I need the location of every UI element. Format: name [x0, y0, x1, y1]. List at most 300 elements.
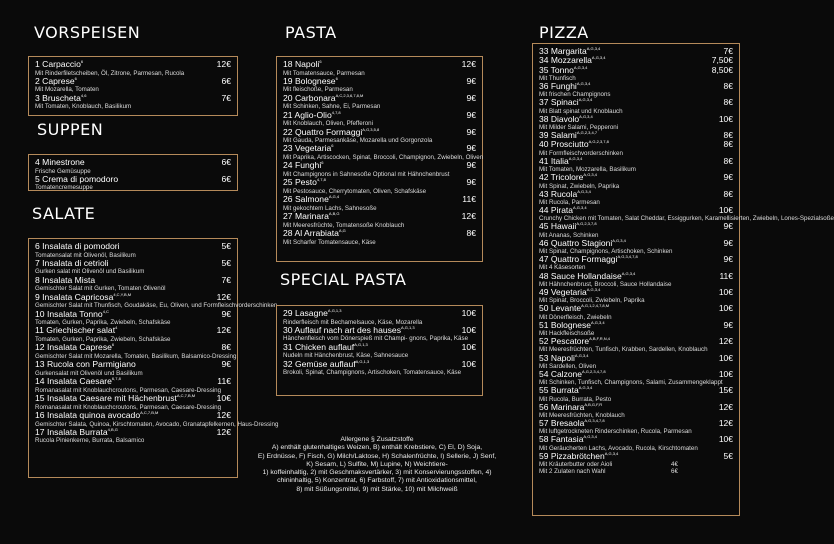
- item-name-text: 16 Insalata quinoa avocado: [35, 409, 141, 420]
- menu-item-name: [35, 158, 85, 168]
- menu-item-name: [283, 326, 415, 336]
- item-name-text: 50 Levante: [539, 303, 582, 314]
- menu-item-name: [35, 175, 118, 185]
- menu-item-description: Brokoli, Spinat, Champignons, Artischoken, Tomatensauce, Käse: [283, 369, 462, 377]
- item-name-text: 40 Prosciutto: [539, 139, 589, 150]
- menu-item-row: [539, 255, 733, 264]
- item-name-text: 52 Pescatore: [539, 336, 590, 347]
- menu-item-name: [283, 60, 322, 70]
- menu-item: [35, 175, 231, 192]
- menu-item-row: [35, 326, 231, 336]
- menu-item: [539, 304, 733, 320]
- item-name-text: 9 Insalata Capricosa: [35, 291, 114, 302]
- item-name-text: 20 Carbonara: [283, 92, 336, 103]
- menu-item-description: Mit Schinken, Tunfisch, Champignons, Salami, Zusammengeklappt: [539, 379, 723, 387]
- menu-item-name: [539, 140, 609, 149]
- item-name-text: 15 Insalata Caesare mit Hächenbrust: [35, 393, 177, 404]
- item-name-text: 1 Carpaccio: [35, 59, 81, 69]
- menu-item-description: Mit Thunfisch: [539, 74, 576, 82]
- menu-item-price: 9€: [723, 237, 733, 248]
- menu-item-description: Mit Champignons in Sahnesoße Optional mit Hähnchenbrust: [283, 170, 450, 178]
- heading-pasta: PASTA: [285, 23, 337, 42]
- menu-item-price: 9€: [723, 172, 733, 183]
- menu-item: [539, 190, 733, 206]
- menu-item-price: 8€: [221, 342, 231, 353]
- menu-item-description: Tomaten, Gurken, Paprika, Zwiebeln, Schafskäse: [35, 319, 171, 327]
- menu-item-name: [539, 98, 592, 107]
- menu-item-price: 12€: [461, 59, 476, 69]
- menu-item-row: [539, 115, 733, 124]
- menu-item-description: Tomatencremesuppe: [35, 184, 93, 192]
- item-name-text: 13 Rucola con Parmigiano: [35, 359, 136, 370]
- menu-item-row: [35, 343, 231, 353]
- menu-item-row: [35, 293, 231, 303]
- menu-item: [35, 428, 231, 445]
- item-name-text: 38 Diavolo: [539, 113, 580, 124]
- allergen-codes: 4,C,Y,B,M: [113, 291, 132, 297]
- menu-item: [283, 212, 476, 229]
- allergen-codes: A,G,1,3: [327, 308, 342, 313]
- allergene-line: chininhaltig, 5) Konzentrat, 6) Farbstoff, 7) mit Antioxidationsmittel,: [277, 477, 477, 485]
- menu-item-row: [283, 60, 476, 70]
- menu-item: [539, 370, 733, 386]
- item-name-text: 21 Aglio-Olio: [283, 109, 332, 120]
- allergen-codes: A,G: [338, 227, 346, 233]
- menu-item-description: Mit Formfleischvorderschinken: [539, 149, 623, 157]
- menu-item: [283, 60, 476, 77]
- allergen-codes: A,G,3,4: [621, 270, 636, 276]
- heading-pizza: PIZZA: [539, 23, 589, 42]
- menu-item-description: Mit Meeresfrüchten, Tunfisch, Krabben, Sardellen, Knoblauch: [539, 346, 708, 354]
- menu-item-description: Mit Paprika, Artiscocken, Spinat, Broccoli, Champignon, Zwiebeln, Oliven: [283, 154, 484, 162]
- menu-item: [35, 409, 279, 428]
- menu-item-row: [539, 435, 733, 444]
- allergen-codes: A,G,3,4: [578, 385, 593, 391]
- menu-item-description: Mit luftgetrockneten Rinderschinken, Rucola, Parmesan: [539, 428, 692, 436]
- allergen-codes: 6: [80, 59, 84, 64]
- menu-item-description: Mit frischen Champignons: [539, 91, 611, 99]
- menu-item-name: [539, 190, 591, 199]
- item-name-text: 48 Sauce Hollandaise: [539, 270, 622, 281]
- menu-item-description: Mit Hackfleischsoße: [539, 330, 595, 338]
- allergen-codes: A,G,4: [328, 194, 340, 200]
- menu-item: [35, 94, 231, 111]
- menu-item: [539, 157, 733, 173]
- item-name-text: 4 Minestrone: [35, 157, 85, 167]
- menu-item-description: Gurken salat mit Olivenöl und Basilikum: [35, 268, 145, 276]
- menu-item-row: [35, 310, 231, 320]
- pizza-extra-name: Mit Kräuterbutter oder Aioli: [539, 461, 613, 469]
- item-name-text: 58 Fantasia: [539, 434, 584, 445]
- menu-item: [35, 242, 231, 259]
- menu-item-row: [539, 190, 733, 199]
- menu-item-price: 11€: [217, 376, 231, 387]
- menu-item-row: [35, 77, 231, 87]
- allergen-codes: A,B,G: [328, 211, 340, 217]
- menu-item-price: 8€: [723, 155, 733, 166]
- menu-item-row: [539, 206, 733, 215]
- menu-item-description: Mit Spinat, Zwiebeln, Paprika: [539, 182, 620, 190]
- menu-item-name: [283, 161, 323, 171]
- menu-item-description: Mit Schinken, Sahne, Ei, Parmesan: [283, 103, 381, 111]
- menu-item-description: Mit Meeresfrüchten, Knoblauch: [539, 412, 625, 419]
- menu-item-name: [35, 77, 77, 87]
- allergen-codes: A,G,2,3,7,8: [588, 139, 609, 145]
- allergene-block: [250, 436, 504, 494]
- menu-item-name: [35, 411, 158, 421]
- allergene-line: K) Sesam, L) Sulfite, M) Lupine, N) Weichtiere-: [306, 460, 448, 468]
- menu-item-description: Rinderfleisch mit Bechamelsauce, Käse, Mozarella: [283, 318, 423, 326]
- allergen-codes: A,G,3,4: [604, 450, 619, 456]
- allergen-codes: A,G,1,2,4,7,8,M: [581, 303, 610, 309]
- menu-item: [35, 360, 231, 377]
- item-name-text: 26 Salmone: [283, 194, 329, 205]
- menu-item-name: [539, 337, 610, 346]
- allergen-codes: 6: [321, 160, 324, 166]
- menu-item: [35, 158, 231, 175]
- pizza-section: [532, 43, 834, 516]
- menu-item: [539, 386, 733, 402]
- menu-item-name: [35, 60, 83, 70]
- menu-item-row: [539, 173, 733, 182]
- menu-item: [539, 82, 733, 98]
- menu-item-row: [35, 158, 231, 168]
- menu-item-name: [283, 343, 368, 353]
- menu-item-price: 8€: [723, 97, 733, 108]
- menu-item-description: Mit Dönerfleisch, Zwiebeln: [539, 313, 612, 321]
- menu-item-row: [539, 239, 733, 248]
- menu-item: [35, 276, 231, 293]
- menu-item-name: [283, 229, 346, 239]
- item-name-text: 45 Hawaii: [539, 221, 577, 232]
- menu-item-row: [539, 304, 733, 313]
- pizza-extra-price: 4€: [671, 461, 678, 469]
- menu-item: [539, 321, 733, 337]
- item-name-text: 27 Marinara: [283, 211, 329, 222]
- allergen-codes: A,G,1,3: [401, 324, 415, 330]
- item-name-text: 54 Calzone: [539, 368, 583, 379]
- menu-item: [35, 259, 231, 276]
- item-name-text: 10 Insalata Tonno: [35, 308, 103, 319]
- menu-item-price: 9€: [466, 109, 476, 120]
- menu-item-price: 10€: [461, 341, 476, 352]
- allergen-codes: A,G,1,3: [354, 341, 368, 347]
- menu-item-price: 9€: [221, 359, 231, 370]
- allergen-codes: A,G,3,5,8: [362, 126, 380, 132]
- menu-item-price: 12€: [718, 336, 733, 347]
- allergen-codes: 4,7,8: [316, 177, 326, 183]
- item-name-text: 19 Bolognese: [283, 75, 336, 86]
- menu-item-description: Mit Rucola, Parmesan: [539, 198, 600, 206]
- item-name-text: 47 Quattro Formaggi: [539, 254, 618, 265]
- menu-item-name: [35, 377, 121, 387]
- menu-item-price: 12€: [216, 291, 231, 302]
- allergen-codes: A,G,3,4,7,8: [584, 418, 605, 424]
- menu-item-price: 10€: [461, 324, 476, 335]
- menu-item-description: Romanasalat mit Knoblauchcroutons, Parmesan, Caesare-Dressing: [35, 386, 222, 394]
- menu-item: [539, 140, 733, 156]
- menu-item-price: 9€: [466, 143, 476, 154]
- item-name-text: 23 Vegetaria: [283, 143, 332, 154]
- menu-item-price: 5€: [221, 257, 231, 268]
- menu-item-description: Mit Tomatensauce, Parmesan: [283, 69, 365, 77]
- menu-item-price: 10€: [718, 434, 733, 445]
- menu-item-description: Mit Pestosauce, Cherrytomaten, Oliven, Schafskäse: [283, 187, 427, 195]
- menu-item: [539, 435, 733, 451]
- menu-item-name: [539, 452, 618, 461]
- menu-item-row: [35, 360, 231, 370]
- menu-item-price: 12€: [216, 59, 231, 69]
- allergen-codes: A,G,3,4: [574, 352, 589, 358]
- menu-item: [35, 326, 231, 343]
- menu-item-row: [283, 111, 476, 121]
- item-name-text: 33 Margarita: [539, 46, 587, 56]
- allergene-title: Allergene § Zusatzstoffe: [340, 436, 414, 443]
- menu-item-description: Mit fleischoße, Parmesan: [283, 86, 353, 94]
- item-name-text: 42 Tricolore: [539, 172, 584, 183]
- menu-item-row: [283, 161, 476, 171]
- menu-item-description: Tomaten, Gurken, Paprika, Zwiebeln, Schafskäse: [35, 336, 171, 344]
- allergen-codes: A,G,3,4: [583, 434, 597, 440]
- allergen-codes: A,B,G,F,R: [584, 401, 603, 407]
- menu-item: [283, 77, 476, 94]
- allergen-codes: A,G,3,4: [578, 97, 593, 103]
- heading-vorspeisen: VORSPEISEN: [34, 23, 141, 42]
- menu-item-description: Romanasalat mit Knoblauchcroutons, Parmesan, Caesare-Dressing: [35, 403, 222, 411]
- menu-item-row: [539, 288, 733, 297]
- menu-item-description: Mit Knoblauch, Oliven, Pfefferoni: [283, 120, 373, 128]
- item-name-text: 34 Mozzarella: [539, 55, 592, 66]
- item-name-text: 30 Auflauf nach art des hauses: [283, 324, 402, 335]
- menu-item-description: Mit Rucola, Burrata, Pesto: [539, 395, 612, 403]
- menu-item: [539, 239, 733, 255]
- menu-item-price: 8€: [723, 139, 733, 150]
- menu-item-description: Mit Meeresfrüchte, Tomatensoße Knoblauch: [283, 221, 405, 229]
- menu-item-name: [35, 326, 117, 336]
- menu-item-row: [283, 128, 476, 138]
- menu-item: [283, 309, 476, 326]
- menu-item-price: 9€: [466, 160, 476, 171]
- menu-item-price: 10€: [216, 393, 231, 404]
- menu-item-row: [539, 403, 733, 412]
- item-name-text: 11 Griechischer salat: [35, 325, 116, 336]
- allergen-codes: 4,6: [80, 92, 87, 98]
- menu-item-price: 11€: [462, 194, 476, 205]
- menu-item-row: [539, 82, 733, 91]
- menu-item: [539, 205, 834, 223]
- menu-item-price: 7€: [723, 46, 733, 56]
- menu-item: [283, 195, 476, 212]
- menu-item-name: [539, 66, 587, 75]
- allergen-codes: A,G,3,4: [568, 155, 583, 161]
- allergen-codes: A,G,3,4: [573, 205, 587, 211]
- menu-item: [35, 377, 231, 394]
- item-name-text: 39 Salami: [539, 130, 577, 141]
- menu-item-description: Mit Milder Salami, Pepperoni: [539, 124, 619, 132]
- menu-item-row: [283, 343, 476, 353]
- menu-item-description: Mit Scharfer Tomatensauce, Käse: [283, 238, 376, 246]
- menu-item-name: [539, 288, 600, 297]
- vorspeisen-section: [28, 56, 238, 116]
- menu-item-row: [283, 229, 476, 239]
- menu-item-description: Mit Mozarella, Tomaten: [35, 86, 99, 94]
- menu-item-name: [539, 157, 582, 166]
- menu-item: [283, 178, 476, 195]
- menu-item: [539, 255, 733, 271]
- allergen-codes: A,G,3,4,7,8: [617, 254, 638, 260]
- menu-item-name: [283, 178, 326, 188]
- menu-item-name: [539, 222, 597, 231]
- item-name-text: 31 Chicken auflauf: [283, 341, 355, 352]
- menu-item-description: Gemischter Salat mit Gurken, Tomaten Olivenöl: [35, 285, 166, 293]
- item-name-text: 49 Vegetaria: [539, 286, 587, 297]
- item-name-text: 32 Gemüse auflauf: [283, 358, 356, 369]
- menu-item-price: 15€: [718, 385, 733, 396]
- menu-item-price: 12€: [216, 426, 231, 437]
- pizza-extra-price: 6€: [671, 468, 678, 476]
- item-name-text: 53 Napoli: [539, 352, 575, 363]
- menu-item: [539, 66, 733, 82]
- menu-item-name: [35, 394, 195, 404]
- menu-item-name: [539, 206, 587, 215]
- menu-item-name: [539, 239, 626, 248]
- menu-item-price: 10€: [718, 368, 733, 379]
- menu-item-row: [283, 195, 476, 205]
- menu-item-price: 9€: [723, 254, 733, 265]
- menu-item-name: [539, 115, 593, 124]
- menu-item-description: Mit Hähnchenbrust, Broccoli, Sauce Hollandaise: [539, 280, 672, 288]
- menu-item-row: [539, 419, 733, 428]
- allergen-codes: 6: [319, 59, 322, 64]
- menu-item-name: [283, 212, 340, 222]
- item-name-text: 35 Tonno: [539, 64, 574, 75]
- item-name-text: 41 Italia: [539, 155, 569, 166]
- menu-item-row: [35, 428, 231, 438]
- menu-item-description: Mit Geräucherten Lachs, Avocado, Rucola, Kirschtomaten: [539, 444, 698, 452]
- item-name-text: 29 Lasagne: [283, 308, 328, 318]
- menu-item-description: Crunchy Chicken mit Tomaten, Salat Cheddar, Essiggurken, Karamellisierten, Zwiebeln, Lones-Spezialsoße: [539, 215, 834, 223]
- allergen-codes: 4,7,8: [331, 109, 341, 115]
- item-name-text: 2 Caprese: [35, 75, 75, 86]
- menu-item-description: Rucola Pinienkerne, Burrata, Balsamico: [35, 437, 145, 445]
- menu-item: [35, 310, 231, 327]
- menu-item-price: 8€: [723, 188, 733, 199]
- allergen-codes: A,G,3,4: [591, 55, 606, 61]
- menu-item-description: Tomatensalat mit Olivenöl, Basilikum: [35, 251, 136, 259]
- menu-item-price: 8,50€: [711, 64, 733, 75]
- pizza-extra-name: Mit 2 Zulaten nach Wahl: [539, 468, 606, 476]
- item-name-text: 56 Marinara: [539, 401, 585, 412]
- menu-item-name: [539, 82, 590, 91]
- menu-item: [283, 326, 476, 343]
- menu-item-name: [539, 419, 605, 428]
- item-name-text: 43 Rucola: [539, 188, 578, 199]
- item-name-text: 44 Pirata: [539, 205, 574, 216]
- menu-item: [539, 337, 733, 353]
- menu-item-price: 10€: [718, 352, 733, 363]
- allergen-codes: A,G,2,3,7,8: [576, 221, 597, 227]
- allergene-line: E) Erdnüsse, F) Fisch, G) Milch/Laktose, H) Schalenfrüchte, I) Sellerie, J) Senf,: [257, 452, 497, 460]
- menu-item-price: 10€: [461, 308, 476, 318]
- menu-item-row: [283, 178, 476, 188]
- allergene-line: 1) koffeinhaltig, 2) mit Geschmaksvertärker, 3) mit Konservierungsstoffen, 4): [262, 469, 492, 477]
- allergen-codes: A,C,7,B,M: [140, 409, 159, 415]
- item-name-text: 36 Funghi: [539, 80, 577, 91]
- allergen-codes: A,B,F,R,N,4: [589, 336, 610, 342]
- menu-item-name: [539, 272, 635, 281]
- menu-item-row: [283, 326, 476, 336]
- menu-item-price: 9€: [466, 177, 476, 188]
- allergen-codes: A,G,3,4: [586, 46, 601, 51]
- allergen-codes: 6,7,8: [111, 376, 121, 382]
- menu-item-price: 10€: [718, 303, 733, 314]
- menu-item-name: [539, 386, 592, 395]
- menu-item: [283, 128, 476, 145]
- menu-item: [35, 394, 231, 411]
- menu-item-row: [35, 377, 231, 387]
- menu-item-name: [539, 173, 597, 182]
- menu-item: [283, 143, 484, 162]
- menu-item: [283, 94, 476, 111]
- menu-item: [35, 60, 231, 77]
- menu-item: [283, 360, 476, 377]
- menu-item-row: [283, 309, 476, 319]
- allergen-codes: A,G,3,4: [573, 64, 588, 70]
- item-name-text: 17 Insalata Burrata: [35, 426, 108, 437]
- menu-item-name: [35, 428, 118, 438]
- menu-item-description: Gurkensalat mit Olivenöl und Basilikum: [35, 369, 143, 377]
- menu-item-description: Mit Spinat, Broccoli, Zwiebeln, Paprika: [539, 297, 645, 305]
- menu-item-description: Nudeln mit Hänchenbrust, Käse, Sahnesauce: [283, 352, 409, 360]
- menu-item-row: [35, 394, 231, 404]
- menu-item-row: [539, 370, 733, 379]
- menu-item-description: Mit 4 Käsesorten: [539, 264, 586, 272]
- menu-item-price: 10€: [718, 113, 733, 124]
- allergen-codes: A,G,2,3,4,7: [576, 130, 598, 136]
- menu-item-price: 9€: [723, 319, 733, 330]
- allergen-codes: A,G,1,3: [355, 358, 370, 364]
- allergen-codes: A,G,2,3,4,7,8: [582, 368, 606, 374]
- allergene-line: 8) mit Süßungsmittel, 9) mit Stärke, 10) mit Milchweiß: [296, 485, 458, 493]
- menu-item-name: [35, 94, 86, 104]
- menu-item-row: [539, 157, 733, 166]
- allergen-codes: 4,B,G: [107, 426, 118, 432]
- heading-special-pasta: SPECIAL PASTA: [280, 270, 407, 289]
- allergen-codes: A,G,3,4: [612, 237, 626, 243]
- menu-item-description: Mit Blatt spinat und Knoblauch: [539, 107, 623, 115]
- menu-item-price: 12€: [461, 211, 476, 222]
- menu-item: [539, 222, 733, 238]
- allergen-codes: A,C,2,3,6,7,8,M: [335, 92, 364, 98]
- menu-item-description: Gemischter Salat mit Thunfisch, Goudakäse, Eu, Oliven, und Formfleischvorderschinken: [35, 302, 278, 310]
- menu-item-description: Frische Gemüsuppe: [35, 167, 91, 175]
- item-name-text: 59 Pizzabrötchen: [539, 450, 605, 461]
- menu-item-row: [283, 94, 476, 104]
- item-name-text: 5 Crema di pomodoro: [35, 173, 119, 184]
- menu-item: [283, 161, 476, 178]
- item-name-text: 7 Insalata di cetrioli: [35, 257, 109, 268]
- menu-item-price: 6€: [221, 173, 231, 184]
- menu-item-price: 7€: [221, 274, 231, 285]
- item-name-text: 28 Al Arrabiata: [283, 227, 339, 238]
- menu-item-price: 8€: [723, 130, 733, 141]
- menu-item-price: 10€: [718, 205, 733, 216]
- menu-item-row: [35, 411, 231, 421]
- menu-item-price: 9€: [466, 92, 476, 103]
- menu-item-price: 5€: [723, 450, 733, 461]
- menu-item-price: 12€: [718, 401, 733, 412]
- item-name-text: 55 Burrata: [539, 385, 579, 396]
